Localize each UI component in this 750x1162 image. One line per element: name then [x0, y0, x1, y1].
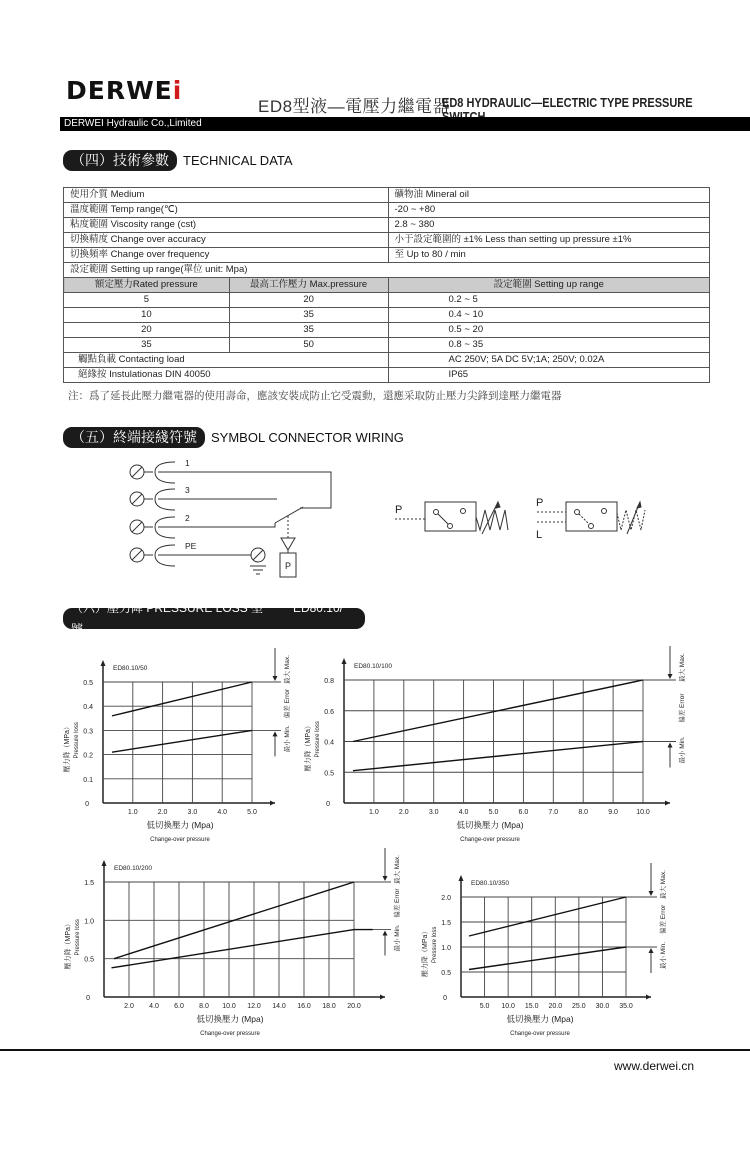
x-tick-label: 12.0 — [247, 1003, 261, 1010]
x-tick-label: 2.0 — [157, 809, 168, 816]
side-label-error: 偏差 Error — [284, 688, 291, 719]
x-tick-label: 30.0 — [595, 1003, 610, 1010]
y-tick-label: 0.1 — [83, 776, 93, 784]
y-tick-label: 0 — [86, 995, 90, 1002]
max-arrow-head — [649, 891, 654, 896]
cell-range: 0.4 ~ 10 — [388, 308, 710, 323]
x-axis-label-cn: 低切換壓力 (Mpa) — [456, 820, 524, 830]
x-axis-label-cn: 低切換壓力 (Mpa) — [146, 820, 214, 830]
chart-title: ED80.10/50 — [113, 665, 148, 672]
company-name: DERWEI Hydraulic Co.,Limited — [64, 118, 202, 129]
row-label: 切換精度 Change over accuracy — [64, 233, 389, 248]
y-axis-arrow — [342, 658, 347, 664]
cell-rated: 20 — [64, 323, 230, 338]
row-value: 小于設定範圍的 ±1% Less than setting up pressure ±1% — [388, 233, 710, 248]
side-label-error: 偏差 Error — [679, 693, 686, 723]
y-axis-label-cn: 壓力降（MPa） — [64, 723, 71, 773]
x-tick-label: 25.0 — [572, 1003, 586, 1010]
note-text: 注：爲了延長此壓力繼電器的使用壽命，應該安裝成防止它受震動，還應采取防止壓力尖鋒到達壓力繼電器 — [68, 390, 562, 402]
section-pill: （四）技術參數 — [63, 150, 177, 171]
y-tick-label: 0.5 — [324, 770, 334, 778]
y-tick-label: 2.0 — [441, 895, 451, 902]
side-label-min: 最小 Min. — [394, 924, 401, 952]
x-tick-label: 10.0 — [222, 1003, 236, 1010]
y-tick-label: 0.5 — [441, 970, 451, 977]
row-value: AC 250V; 5A DC 5V;1A; 250V; 0.02A — [388, 353, 710, 368]
cell-max: 50 — [229, 338, 388, 353]
header-rated-pressure: 額定壓力Rated pressure — [64, 278, 230, 293]
cell-rated: 10 — [64, 308, 230, 323]
x-tick-label: 3.0 — [187, 809, 198, 816]
x-tick-label: 18.0 — [322, 1003, 336, 1010]
row-value: 礦物油 Mineral oil — [388, 188, 710, 203]
x-axis-label-cn: 低切換壓力 (Mpa) — [506, 1014, 574, 1024]
x-axis-label-en: Change-over pressure — [150, 837, 210, 843]
row-label: 絕緣按 Instulationas DIN 40050 — [64, 368, 389, 383]
side-label-max: 最大 Max. — [284, 655, 291, 684]
x-tick-label: 1.0 — [369, 809, 379, 816]
y-tick-label: 1.5 — [84, 880, 94, 887]
section-label: SYMBOL CONNECTOR WIRING — [211, 430, 404, 445]
x-axis-arrow — [380, 995, 385, 1000]
side-label-max: 最大 Max. — [394, 855, 401, 884]
max-arrow-head — [668, 674, 673, 679]
logo-text: DERWE — [66, 76, 173, 105]
x-axis-label-en: Change-over pressure — [510, 1031, 570, 1037]
section-label: TECHNICAL DATA — [183, 153, 293, 168]
y-tick-label: 0 — [443, 995, 447, 1002]
header-setting-range: 設定範圍 Setting up range — [388, 278, 710, 293]
section-pill: （五）終端接綫符號 — [63, 427, 205, 448]
side-label-error: 偏差 Error — [660, 904, 667, 934]
cell-range: 0.2 ~ 5 — [388, 293, 710, 308]
x-tick-label: 8.0 — [578, 809, 589, 816]
side-label-max: 最大 Max. — [660, 870, 667, 899]
row-value: 2.8 ~ 380 — [388, 218, 710, 233]
y-tick-label: 0.4 — [324, 739, 334, 747]
x-axis-label-cn: 低切換壓力 (Mpa) — [196, 1014, 264, 1024]
side-label-min: 最小 Min. — [679, 736, 686, 764]
y-axis-label-en: Pressure loss — [315, 721, 321, 758]
row-value: 至 Up to 80 / min — [388, 248, 710, 263]
y-axis-label-en: Pressure loss — [432, 926, 438, 963]
y-axis-label-en: Pressure loss — [74, 722, 80, 759]
y-axis-label-cn: 壓力降（MPa） — [65, 920, 72, 970]
x-tick-label: 16.0 — [297, 1003, 311, 1010]
cell-max: 35 — [229, 308, 388, 323]
y-axis-label-en: Pressure loss — [75, 919, 81, 956]
row-label: 切換頻率 Change over frequency — [64, 248, 389, 263]
x-axis-arrow — [646, 995, 651, 1000]
port-label-l: L — [536, 529, 543, 541]
min-arrow-head — [649, 948, 654, 953]
terminal-label: PE — [185, 541, 197, 551]
y-axis-arrow — [102, 860, 107, 866]
side-label-error: 偏差 Error — [394, 888, 401, 918]
y-tick-label: 0.4 — [83, 704, 93, 712]
terminal-label: 3 — [185, 485, 190, 495]
y-axis-label-cn: 壓力降（MPa） — [422, 927, 429, 977]
side-label-max: 最大 Max. — [679, 653, 686, 682]
side-label-min: 最小 Min. — [284, 725, 291, 753]
header-max-pressure: 最高工作壓力 Max.pressure — [229, 278, 388, 293]
cell-rated: 5 — [64, 293, 230, 308]
row-value: IP65 — [388, 368, 710, 383]
x-tick-label: 8.0 — [199, 1003, 209, 1010]
terminal-label: 1 — [185, 458, 190, 468]
row-label: 粘度範圍 Viscosity range (cst) — [64, 218, 389, 233]
row-label: 使用介質 Medium — [64, 188, 389, 203]
cell-max: 35 — [229, 323, 388, 338]
setting-range-title: 設定範圍 Setting up range(單位 unit: Mpa) — [64, 263, 710, 278]
y-tick-label: 0.3 — [83, 728, 93, 736]
x-tick-label: 5.0 — [479, 1003, 490, 1010]
title-chinese: ED8型液—電壓力繼電器 — [258, 97, 451, 116]
x-tick-label: 7.0 — [548, 809, 559, 816]
section-pill-text: （六）壓力降 PRESSURE LOSS 型號 — [71, 600, 264, 636]
chart-title: ED80.10/100 — [354, 663, 392, 670]
y-tick-label: 0 — [326, 801, 330, 808]
y-tick-label: 1.0 — [441, 945, 451, 952]
y-axis-label-cn: 壓力降（MPa） — [305, 722, 312, 772]
x-axis-arrow — [270, 801, 275, 806]
x-tick-label: 4.0 — [458, 809, 469, 816]
cell-range: 0.8 ~ 35 — [388, 338, 710, 353]
x-axis-label-en: Change-over pressure — [460, 837, 520, 843]
y-axis-arrow — [459, 875, 464, 881]
logo-accent: i — [172, 76, 183, 105]
x-tick-label: 6.0 — [174, 1003, 184, 1010]
cell-rated: 35 — [64, 338, 230, 353]
min-arrow-head — [273, 731, 278, 736]
x-tick-label: 35.0 — [619, 1003, 633, 1010]
side-label-min: 最小 Min. — [660, 941, 667, 969]
x-tick-label: 20.0 — [548, 1003, 563, 1010]
chart-title: ED80.10/200 — [114, 865, 152, 872]
title-english: ED8 HYDRAULIC—ELECTRIC TYPE PRESSURE — [442, 96, 693, 110]
x-tick-label: 5.0 — [488, 809, 499, 816]
x-tick-label: 10.0 — [636, 809, 650, 816]
port-label-p: P — [395, 504, 403, 516]
x-tick-label: 20.0 — [347, 1003, 361, 1010]
chart-title: ED80.10/350 — [471, 880, 509, 887]
row-label: 溫度範圍 Temp range(℃) — [64, 203, 389, 218]
cell-max: 20 — [229, 293, 388, 308]
max-arrow-head — [383, 876, 388, 881]
website-url: www.derwei.cn — [614, 1059, 695, 1073]
x-tick-label: 4.0 — [149, 1003, 159, 1010]
y-tick-label: 1.0 — [84, 918, 94, 926]
x-tick-label: 9.0 — [608, 809, 618, 816]
y-axis-arrow — [101, 660, 106, 666]
x-tick-label: 5.0 — [247, 809, 257, 816]
max-arrow-head — [273, 676, 278, 681]
model-number: ED80.10/ ··· — [292, 600, 343, 636]
y-tick-label: 0.2 — [83, 752, 93, 760]
x-axis-arrow — [665, 801, 670, 806]
y-tick-label: 0.6 — [324, 708, 334, 716]
min-arrow-head — [383, 931, 388, 936]
x-tick-label: 2.0 — [398, 809, 409, 816]
y-tick-label: 0.5 — [84, 956, 94, 964]
footer-divider — [0, 1049, 750, 1051]
x-tick-label: 6.0 — [518, 809, 529, 816]
x-tick-label: 10.0 — [501, 1003, 515, 1010]
y-tick-label: 0.5 — [83, 680, 93, 687]
port-label-p: P — [536, 497, 544, 509]
x-tick-label: 4.0 — [217, 809, 228, 816]
min-arrow-head — [668, 743, 673, 748]
cell-range: 0.5 ~ 20 — [388, 323, 710, 338]
row-label: 觸點負載 Contacting load — [64, 353, 389, 368]
x-tick-label: 1.0 — [127, 809, 138, 816]
row-value: -20 ~ +80 — [388, 203, 710, 218]
y-tick-label: 1.5 — [441, 920, 451, 927]
series-line-min — [112, 930, 373, 968]
x-tick-label: 14.0 — [272, 1003, 286, 1010]
y-tick-label: 0 — [85, 801, 89, 808]
terminal-label: 2 — [185, 513, 190, 523]
x-axis-label-en: Change-over pressure — [200, 1031, 260, 1037]
series-line-min — [353, 742, 643, 771]
x-tick-label: 2.0 — [124, 1003, 134, 1010]
x-tick-label: 3.0 — [428, 809, 439, 816]
y-tick-label: 0.8 — [324, 678, 334, 685]
switch-box-label: P — [285, 561, 292, 571]
x-tick-label: 15.0 — [524, 1003, 539, 1010]
